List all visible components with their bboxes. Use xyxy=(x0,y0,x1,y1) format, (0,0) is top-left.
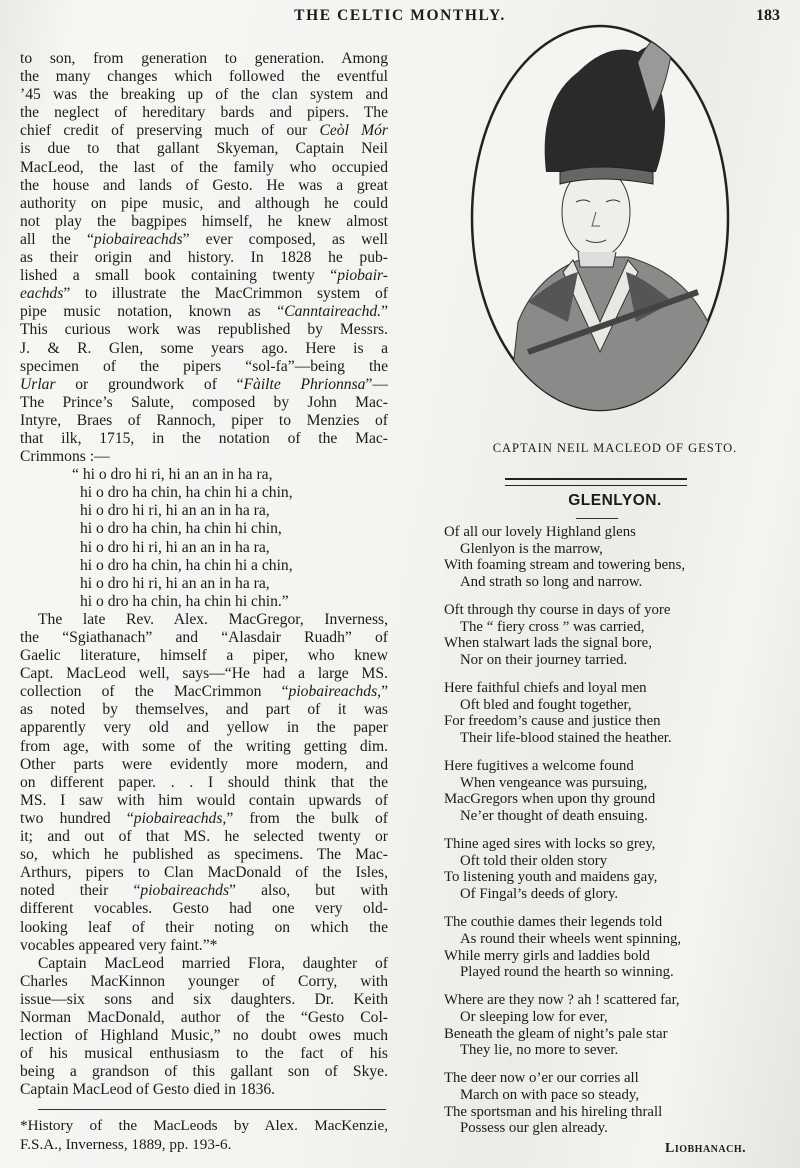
poem-line: Oft bled and fought together, xyxy=(460,696,632,713)
poem-line: The “ fiery cross ” was carried, xyxy=(460,618,645,635)
italic-text: piobair- xyxy=(337,267,388,285)
poem-line: The sportsman and his hireling thrall xyxy=(444,1103,663,1120)
chant-line: “ hi o dro hi ri, hi an an in ha ra, xyxy=(72,466,273,484)
text-line xyxy=(20,303,388,321)
italic-text: Fàilte Phrionnsa xyxy=(243,375,366,393)
poem-stanza xyxy=(444,758,794,824)
text-line: Intyre, Braes of Rannoch, piper to Menzies of xyxy=(20,411,388,429)
text-line: as noted by themselves, and part of it was xyxy=(20,701,388,719)
poem-line: Beneath the gleam of night’s pale star xyxy=(444,1025,668,1042)
italic-text: piobaireachds, xyxy=(288,683,382,701)
text-line: from age, with some of the writing getting dim. xyxy=(20,737,388,755)
text-line: not play the bagpipes himself, he knew almost xyxy=(20,212,388,230)
text-line: being a grandson of this gallant son of Skye. xyxy=(20,1063,388,1081)
text-line xyxy=(20,683,388,701)
italic-text: eachds xyxy=(20,285,64,303)
text-segment: noted their “ xyxy=(20,882,141,900)
text-line: vocables appeared very faint.”* xyxy=(20,936,218,954)
text-segment: ” xyxy=(381,683,388,701)
text-line: Capt. MacLeod well, says—“He had a large MS. xyxy=(20,665,388,683)
text-segment: or groundwork of “ xyxy=(55,375,244,393)
chant-line: hi o dro hi ri, hi an an in ha ra, xyxy=(80,538,270,556)
poem-stanza xyxy=(444,1070,794,1136)
poem-signature: Liobhanach. xyxy=(665,1141,747,1156)
poem-line: For freedom’s cause and justice then xyxy=(444,713,661,730)
running-title: THE CELTIC MONTHLY. xyxy=(294,7,506,24)
poem-line: Or sleeping low for ever, xyxy=(460,1008,608,1025)
text-line: MacLeod, the last of the family who occupied xyxy=(20,158,388,176)
text-line: specimen of the pipers “sol-fa”—being the xyxy=(20,357,388,375)
text-line: on different paper. . . I should think that the xyxy=(20,773,388,791)
text-segment: ”— xyxy=(365,375,388,393)
poem-line: When stalwart lads the signal bore, xyxy=(444,635,652,652)
text-line: Crimmons :— xyxy=(20,448,110,466)
text-line: J. & R. Glen, some years ago. Here is a xyxy=(20,339,388,357)
text-segment: ” to illustrate the MacCrimmon system of xyxy=(63,285,388,303)
poem-stanza xyxy=(444,524,794,590)
poem-line: As round their wheels went spinning, xyxy=(460,930,682,947)
text-line: Norman MacDonald, author of the “Gesto Col- xyxy=(20,1008,388,1026)
footnote xyxy=(20,1117,388,1154)
poem-line: To listening youth and maidens gay, xyxy=(444,869,658,886)
text-line xyxy=(20,285,388,303)
text-line: The Prince’s Salute, composed by John Mac- xyxy=(20,393,388,411)
poem-body xyxy=(444,524,794,1149)
text-line: lection of Highland Music,” no doubt owes much xyxy=(20,1027,388,1045)
text-line xyxy=(20,810,388,828)
italic-text: Ceòl Mór xyxy=(319,122,388,140)
poem-line: Here faithful chiefs and loyal men xyxy=(444,680,647,697)
italic-text: Canntaireachd. xyxy=(284,303,382,321)
text-line: the neglect of hereditary bards and pipers. The xyxy=(20,104,388,122)
article-column xyxy=(20,50,388,1099)
text-segment: ” also, but with xyxy=(229,882,388,900)
text-line: it; and out of that MS. he selected twenty or xyxy=(20,828,388,846)
text-line: the many changes which followed the eventful xyxy=(20,68,388,86)
chant-line: hi o dro ha chin, ha chin hi a chin, xyxy=(80,556,293,574)
footnote-line: *History of the MacLeods by Alex. MacKenzie, xyxy=(20,1117,388,1134)
chant-line: hi o dro ha chin, ha chin hi chin, xyxy=(80,520,282,538)
poem-line: Played round the hearth so winning. xyxy=(460,964,674,981)
text-line: Captain MacLeod of Gesto died in 1836. xyxy=(20,1081,276,1099)
text-line xyxy=(20,376,388,394)
poem-line: Possess our glen already. xyxy=(460,1120,608,1137)
text-segment: pipe music notation, known as “ xyxy=(20,303,285,321)
chant-line: hi o dro ha chin, ha chin hi chin.” xyxy=(80,592,289,610)
text-line: to son, from generation to generation. Among xyxy=(20,50,388,67)
poem-line: March on with pace so steady, xyxy=(460,1087,640,1104)
poem-stanza xyxy=(444,602,794,668)
poem-line: Here fugitives a welcome found xyxy=(444,758,634,775)
poem-line: When vengeance was pursuing, xyxy=(460,774,648,791)
footnote-divider xyxy=(38,1109,386,1110)
text-line: is due to that gallant Skyeman, Captain Neil xyxy=(20,140,388,158)
text-line: MS. I saw with him would contain upwards of xyxy=(20,791,388,809)
footnote-line: F.S.A., Inverness, 1889, pp. 193-6. xyxy=(20,1135,232,1153)
text-segment: all the “ xyxy=(20,230,94,248)
poem-line: Ne’er thought of death ensuing. xyxy=(460,807,648,824)
poem-line: Thine aged sires with locks so grey, xyxy=(444,836,656,853)
chant-line: hi o dro ha chin, ha chin hi a chin, xyxy=(80,484,293,502)
italic-text: piobaireachds, xyxy=(133,809,227,827)
text-line: Arthurs, pipers to Clan MacDonald of the Isles, xyxy=(20,864,388,882)
text-line: different vocables. Gesto had one very old- xyxy=(20,900,388,918)
text-line: Gaelic literature, himself a piper, who knew xyxy=(20,647,388,665)
text-line: ’45 was the breaking up of the clan system and xyxy=(20,86,388,104)
text-line: This curious work was republished by Messrs. xyxy=(20,321,388,339)
text-line: that ilk, 1715, in the notation of the Mac- xyxy=(20,429,388,447)
text-line: Other parts were evidently more modern, and xyxy=(20,755,388,773)
text-line xyxy=(20,882,388,900)
text-segment: two hundred “ xyxy=(20,809,134,827)
text-segment: ” from the bulk of xyxy=(226,809,388,827)
title-underline xyxy=(576,518,618,519)
poem-line: Oft through thy course in days of yore xyxy=(444,602,671,619)
poem-stanza xyxy=(444,836,794,902)
text-line: authority on pipe music, and although he could xyxy=(20,194,388,212)
page-number: 183 xyxy=(756,7,780,24)
italic-text: Urlar xyxy=(20,375,56,393)
text-line xyxy=(20,122,388,140)
text-line xyxy=(20,231,388,249)
poem-line: MacGregors when upon thy ground xyxy=(444,791,656,808)
chant-line: hi o dro hi ri, hi an an in ha ra, xyxy=(80,502,270,520)
poem-line: Of Fingal’s deeds of glory. xyxy=(460,886,619,903)
poem-line: They lie, no more to sever. xyxy=(460,1042,619,1059)
poem-stanza xyxy=(444,914,794,980)
poem-line: Oft told their olden story xyxy=(460,852,608,869)
text-line: issue—six sons and six daughters. Dr. Keith xyxy=(20,990,388,1008)
text-line xyxy=(20,267,388,285)
text-segment: chief credit of preserving much of our xyxy=(20,122,320,140)
text-line: The late Rev. Alex. MacGregor, Inverness, xyxy=(38,610,388,628)
text-line: apparently very old and yellow in the paper xyxy=(20,719,388,737)
poem-line: Where are they now ? ah ! scattered far, xyxy=(444,992,680,1009)
poem-line: Their life-blood stained the heather. xyxy=(460,729,672,746)
text-segment: ” ever composed, as well xyxy=(182,230,389,248)
poem-stanza xyxy=(444,992,794,1058)
text-segment: ” xyxy=(381,303,388,321)
poem-line: While merry girls and laddies bold xyxy=(444,947,650,964)
text-segment: collection of the MacCrimmon “ xyxy=(20,683,289,701)
italic-text: piobaireachds xyxy=(93,230,183,248)
poem-line: The couthie dames their legends told xyxy=(444,914,663,931)
chant-line: hi o dro hi ri, hi an an in ha ra, xyxy=(80,574,270,592)
text-line: of his musical enthusiasm to the fact of his xyxy=(20,1045,388,1063)
italic-text: piobaireachds xyxy=(140,882,230,900)
poem-line: Glenlyon is the marrow, xyxy=(460,540,603,557)
text-line: Charles MacKinnon younger of Corry, with xyxy=(20,972,388,990)
poem-line: The deer now o’er our corries all xyxy=(444,1070,639,1087)
text-line: Captain MacLeod married Flora, daughter of xyxy=(38,954,388,972)
poem-line: With foaming stream and towering bens, xyxy=(444,557,686,574)
poem-line: Of all our lovely Highland glens xyxy=(444,524,636,540)
portrait-engraving xyxy=(468,22,732,414)
poem-line: And strath so long and narrow. xyxy=(460,573,643,590)
text-line: the “Sgiathanach” and “Alasdair Ruadh” of xyxy=(20,629,388,646)
poem-line: Nor on their journey tarried. xyxy=(460,651,628,668)
text-segment: lished a small book containing twenty “ xyxy=(20,267,338,285)
text-line: the house and lands of Gesto. He was a great xyxy=(20,176,388,194)
poem-title: GLENLYON. xyxy=(568,492,662,509)
text-line: as their origin and history. In 1828 he pub- xyxy=(20,249,388,267)
text-line: so, which he published as specimens. The Mac- xyxy=(20,846,388,864)
portrait-caption: CAPTAIN NEIL MACLEOD OF GESTO. xyxy=(492,441,738,455)
section-divider xyxy=(505,478,687,486)
poem-stanza xyxy=(444,680,794,746)
text-line: looking leaf of their noting on which the xyxy=(20,918,388,936)
